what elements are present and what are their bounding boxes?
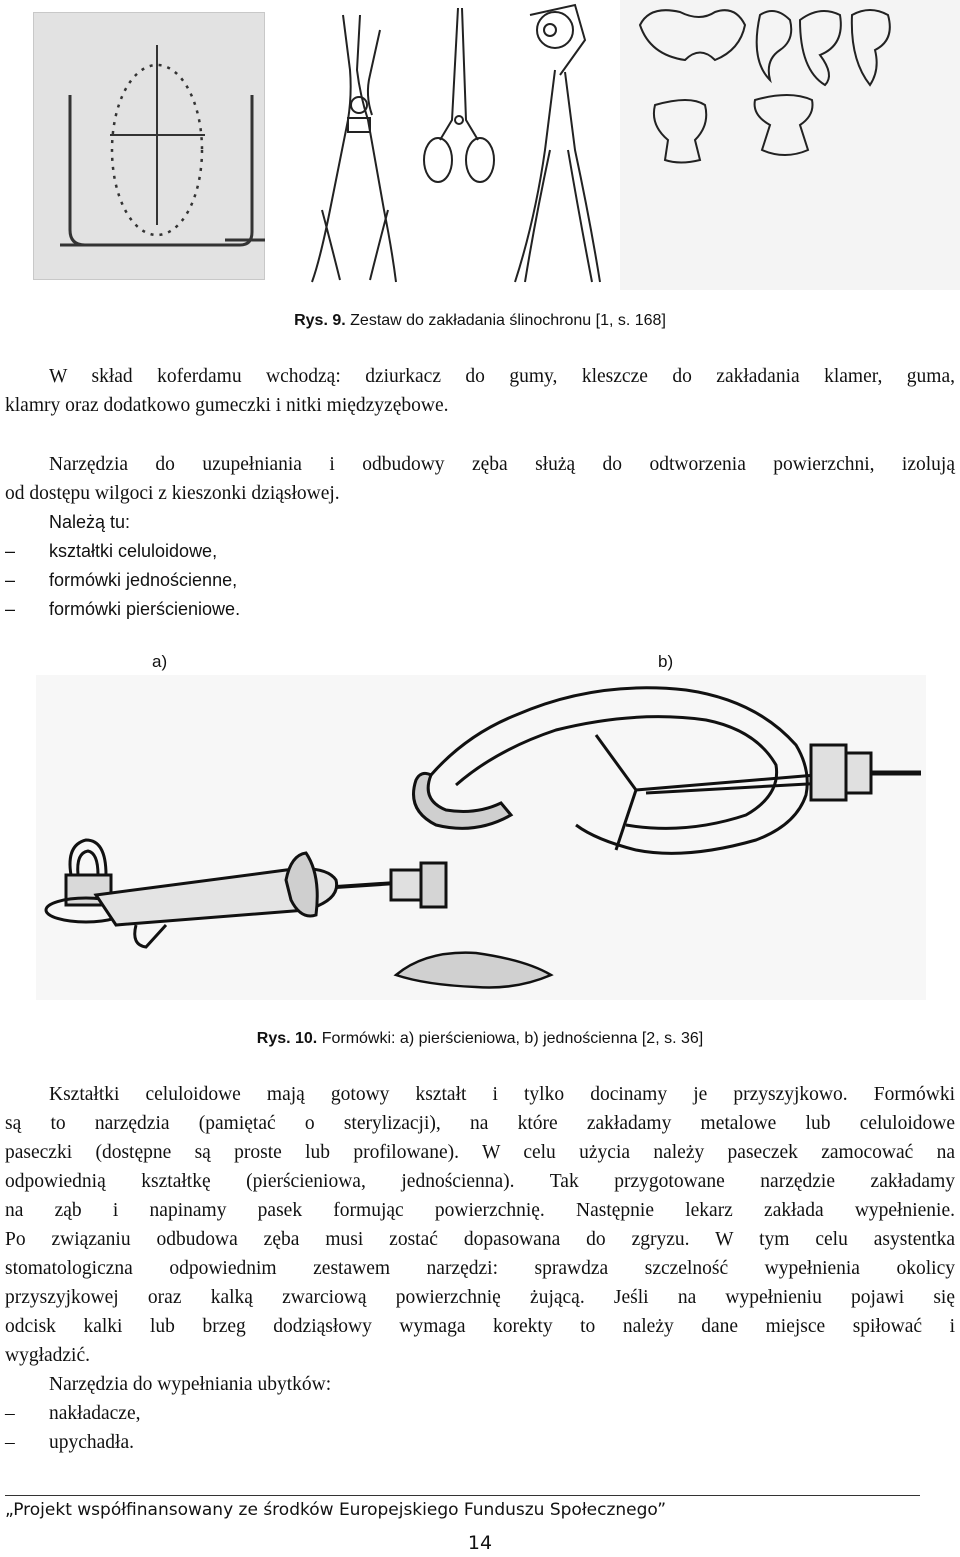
list-dash: – <box>5 541 16 561</box>
paragraph-line: stomatologiczna odpowiednim zestawem narzędzi: sprawdza szczelność wypełnienia okolicy <box>5 1258 955 1279</box>
list-dash: – <box>5 1432 15 1453</box>
paragraph-line: Kształtki celuloidowe mają gotowy kształt i tylko docinamy je przyszyjkowo. Formówki <box>49 1084 955 1105</box>
figure-10-caption-text: Formówki: a) pierścieniowa, b) jednościenna [2, s. 36] <box>321 1030 704 1047</box>
list-dash: – <box>5 570 16 590</box>
list-dash: – <box>5 1403 15 1424</box>
list-item <box>5 595 240 623</box>
paragraph-line: na ząb i napinamy pasek formując powierzchnię. Następnie lekarz zakłada wypełnienie. <box>5 1200 955 1221</box>
paragraph-narzedzia-odbudowy <box>5 450 955 508</box>
paragraph-line: paseczki (dostępne są proste lub profilowane). W celu użycia należy paseczek zamocować na <box>5 1142 955 1163</box>
page-number: 14 <box>467 1532 493 1554</box>
figure-9-caption <box>0 312 960 330</box>
figure-10-label-a: a) <box>152 652 168 671</box>
clamp-forceps-illustration <box>312 15 396 282</box>
list-item-text: upychadła. <box>49 1432 135 1453</box>
rubber-dam-punch-illustration <box>515 5 600 282</box>
list-item <box>5 1399 955 1428</box>
paragraph-line: odpowiednią kształtkę (pierścieniowa, jednościenna). Tak przygotowane narzędzie zakładamy <box>5 1171 955 1192</box>
figure-10-label-b: b) <box>658 652 674 671</box>
paragraph-koferdam <box>5 362 955 420</box>
figure-10-caption-label: Rys. 10. <box>256 1030 318 1047</box>
paragraph-line: klamry oraz dodatkowo gumeczki i nitki międzyzębowe. <box>5 395 449 416</box>
paragraph-ksztaltki <box>5 1080 955 1457</box>
paragraph-line: od dostępu wilgoci z kieszonki dziąsłowej. <box>5 483 340 504</box>
figure-10-caption <box>0 1030 960 1048</box>
figure-10 <box>36 675 926 1000</box>
figure-9 <box>0 0 960 290</box>
list-item-text: formówki pierścieniowe. <box>49 599 241 619</box>
figure-9-caption-text: Zestaw do zakładania ślinochronu [1, s. 168] <box>350 312 666 329</box>
scissors-illustration <box>424 8 494 182</box>
paragraph-line: Narzędzia do uzupełniania i odbudowy zęba służą do odtworzenia powierzchni, izolują <box>49 454 955 475</box>
list-intro: Narzędzia do wypełniania ubytków: <box>49 1374 332 1395</box>
figure-10-drawing <box>36 675 926 1000</box>
rubber-dam-frame-illustration <box>60 45 265 245</box>
list-dash: – <box>5 599 16 619</box>
paragraph-line: odcisk kalki lub brzeg dodziąsłowy wymaga korekty to należy dane miejsce spiłować i <box>5 1316 955 1337</box>
list-item-text: kształtki celuloidowe, <box>49 541 218 561</box>
figure-9-caption-label: Rys. 9. <box>294 312 346 329</box>
list-item <box>5 537 217 565</box>
list-item <box>5 566 237 594</box>
list-item-text: nakładacze, <box>49 1403 141 1424</box>
figure-9-drawing <box>0 0 960 290</box>
list-item-text: formówki jednościenne, <box>49 570 238 590</box>
footer-rule <box>5 1495 920 1496</box>
paragraph-line: przyszyjkowej oraz kalką zwarciową powierzchnię żującą. Jeśli na wypełnieniu pojawi się <box>5 1287 955 1308</box>
footer-funding-note: „Projekt współfinansowany ze środków Europejskiego Funduszu Społecznego” <box>5 1500 667 1520</box>
rubber-dam-clamps-illustration <box>640 10 890 163</box>
list-item <box>5 1428 955 1457</box>
paragraph-line: wygładzić. <box>5 1345 91 1366</box>
paragraph-line: Po związaniu odbudowa zęba musi zostać dopasowana do zgryzu. W tym celu asystentka <box>5 1229 955 1250</box>
paragraph-line: W skład koferdamu wchodzą: dziurkacz do gumy, kleszcze do zakładania klamer, guma, <box>49 366 955 387</box>
paragraph-line: są to narzędzia (pamiętać o sterylizacji), na które zakładamy metalowe lub celuloidowe <box>5 1113 955 1134</box>
list-intro: Należą tu: <box>49 512 131 532</box>
